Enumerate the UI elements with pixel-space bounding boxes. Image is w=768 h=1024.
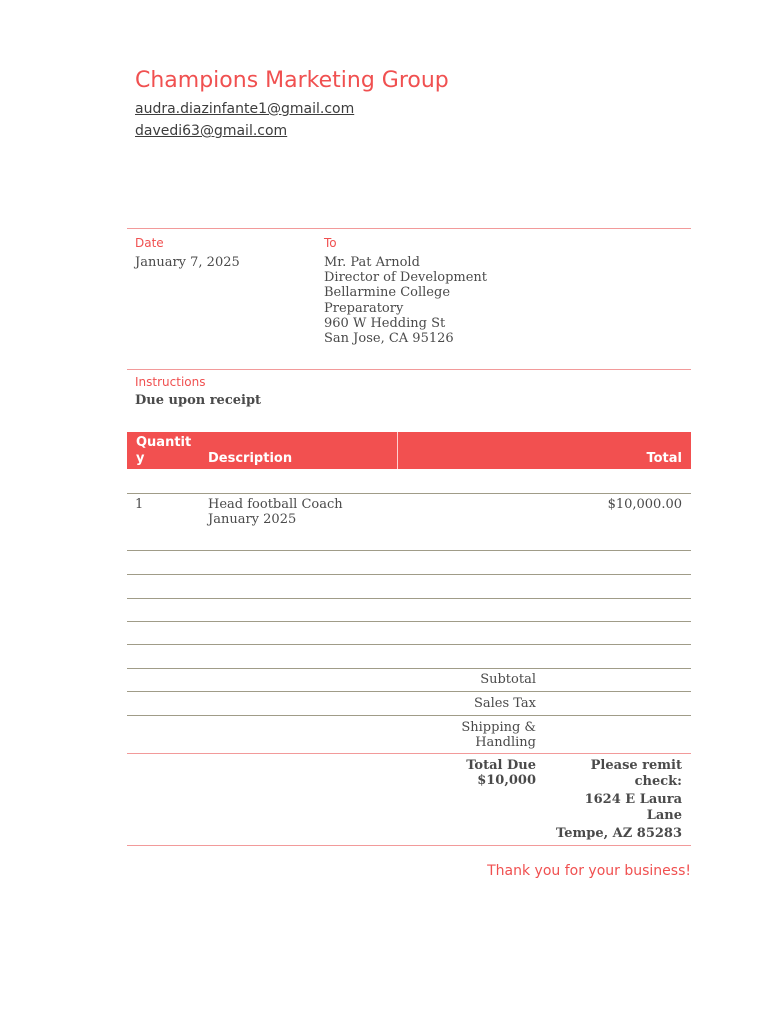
total-due	[466, 758, 536, 788]
column-header-quantity: Quantit y	[136, 435, 192, 466]
table-rule	[127, 598, 691, 599]
remit-line: Lane	[646, 807, 682, 823]
table-rule	[127, 493, 691, 494]
table-header	[127, 432, 691, 469]
date-value: January 7, 2025	[135, 255, 240, 270]
remit-line: Please remit	[590, 758, 682, 773]
divider	[127, 369, 691, 370]
description-line: January 2025	[208, 512, 297, 528]
table-rule	[127, 668, 691, 669]
table-rule	[127, 550, 691, 551]
row-total: $10,000.00	[607, 497, 682, 512]
remit-line: Tempe, AZ 85283	[556, 826, 682, 841]
remit-address	[556, 758, 682, 842]
recipient-address	[324, 255, 487, 346]
divider	[127, 845, 691, 846]
divider	[127, 228, 691, 229]
company-name: Champions Marketing Group	[135, 68, 449, 93]
shipping-label-line: Shipping &	[461, 720, 536, 735]
table-rule	[127, 715, 691, 716]
email-link[interactable]: davedi63@gmail.com	[135, 123, 288, 139]
shipping-label	[461, 720, 536, 750]
row-quantity: 1	[135, 497, 144, 512]
total-due-label: Total Due	[466, 758, 536, 773]
column-header-description: Description	[208, 451, 293, 466]
address-line: Director of Development	[324, 270, 488, 286]
column-header-total: Total	[646, 451, 682, 466]
instructions-value: Due upon receipt	[135, 393, 262, 408]
subtotal-label: Subtotal	[480, 672, 536, 687]
address-line: Preparatory	[324, 300, 404, 316]
divider	[127, 753, 691, 754]
address-line: San Jose, CA 95126	[324, 331, 454, 347]
remit-line: 1624 E Laura	[584, 792, 682, 807]
thank-you-message: Thank you for your business!	[487, 863, 691, 879]
address-line: Bellarmine College	[324, 285, 451, 301]
sales-tax-label: Sales Tax	[473, 696, 536, 711]
column-separator	[397, 432, 398, 469]
email-link[interactable]: audra.diazinfante1@gmail.com	[135, 101, 355, 117]
table-rule	[127, 574, 691, 575]
address-line: 960 W Hedding St	[324, 315, 446, 331]
shipping-label-line: Handling	[475, 735, 536, 751]
remit-line: check:	[634, 773, 682, 789]
date-label: Date	[135, 236, 164, 250]
address-line: Mr. Pat Arnold	[324, 255, 420, 270]
to-label: To	[324, 236, 337, 250]
table-rule	[127, 691, 691, 692]
total-due-amount: $10,000	[477, 773, 536, 789]
table-rule	[127, 621, 691, 622]
table-rule	[127, 644, 691, 645]
description-line: Head football Coach	[208, 497, 343, 512]
instructions-label: Instructions	[135, 375, 206, 389]
row-description	[208, 497, 343, 527]
